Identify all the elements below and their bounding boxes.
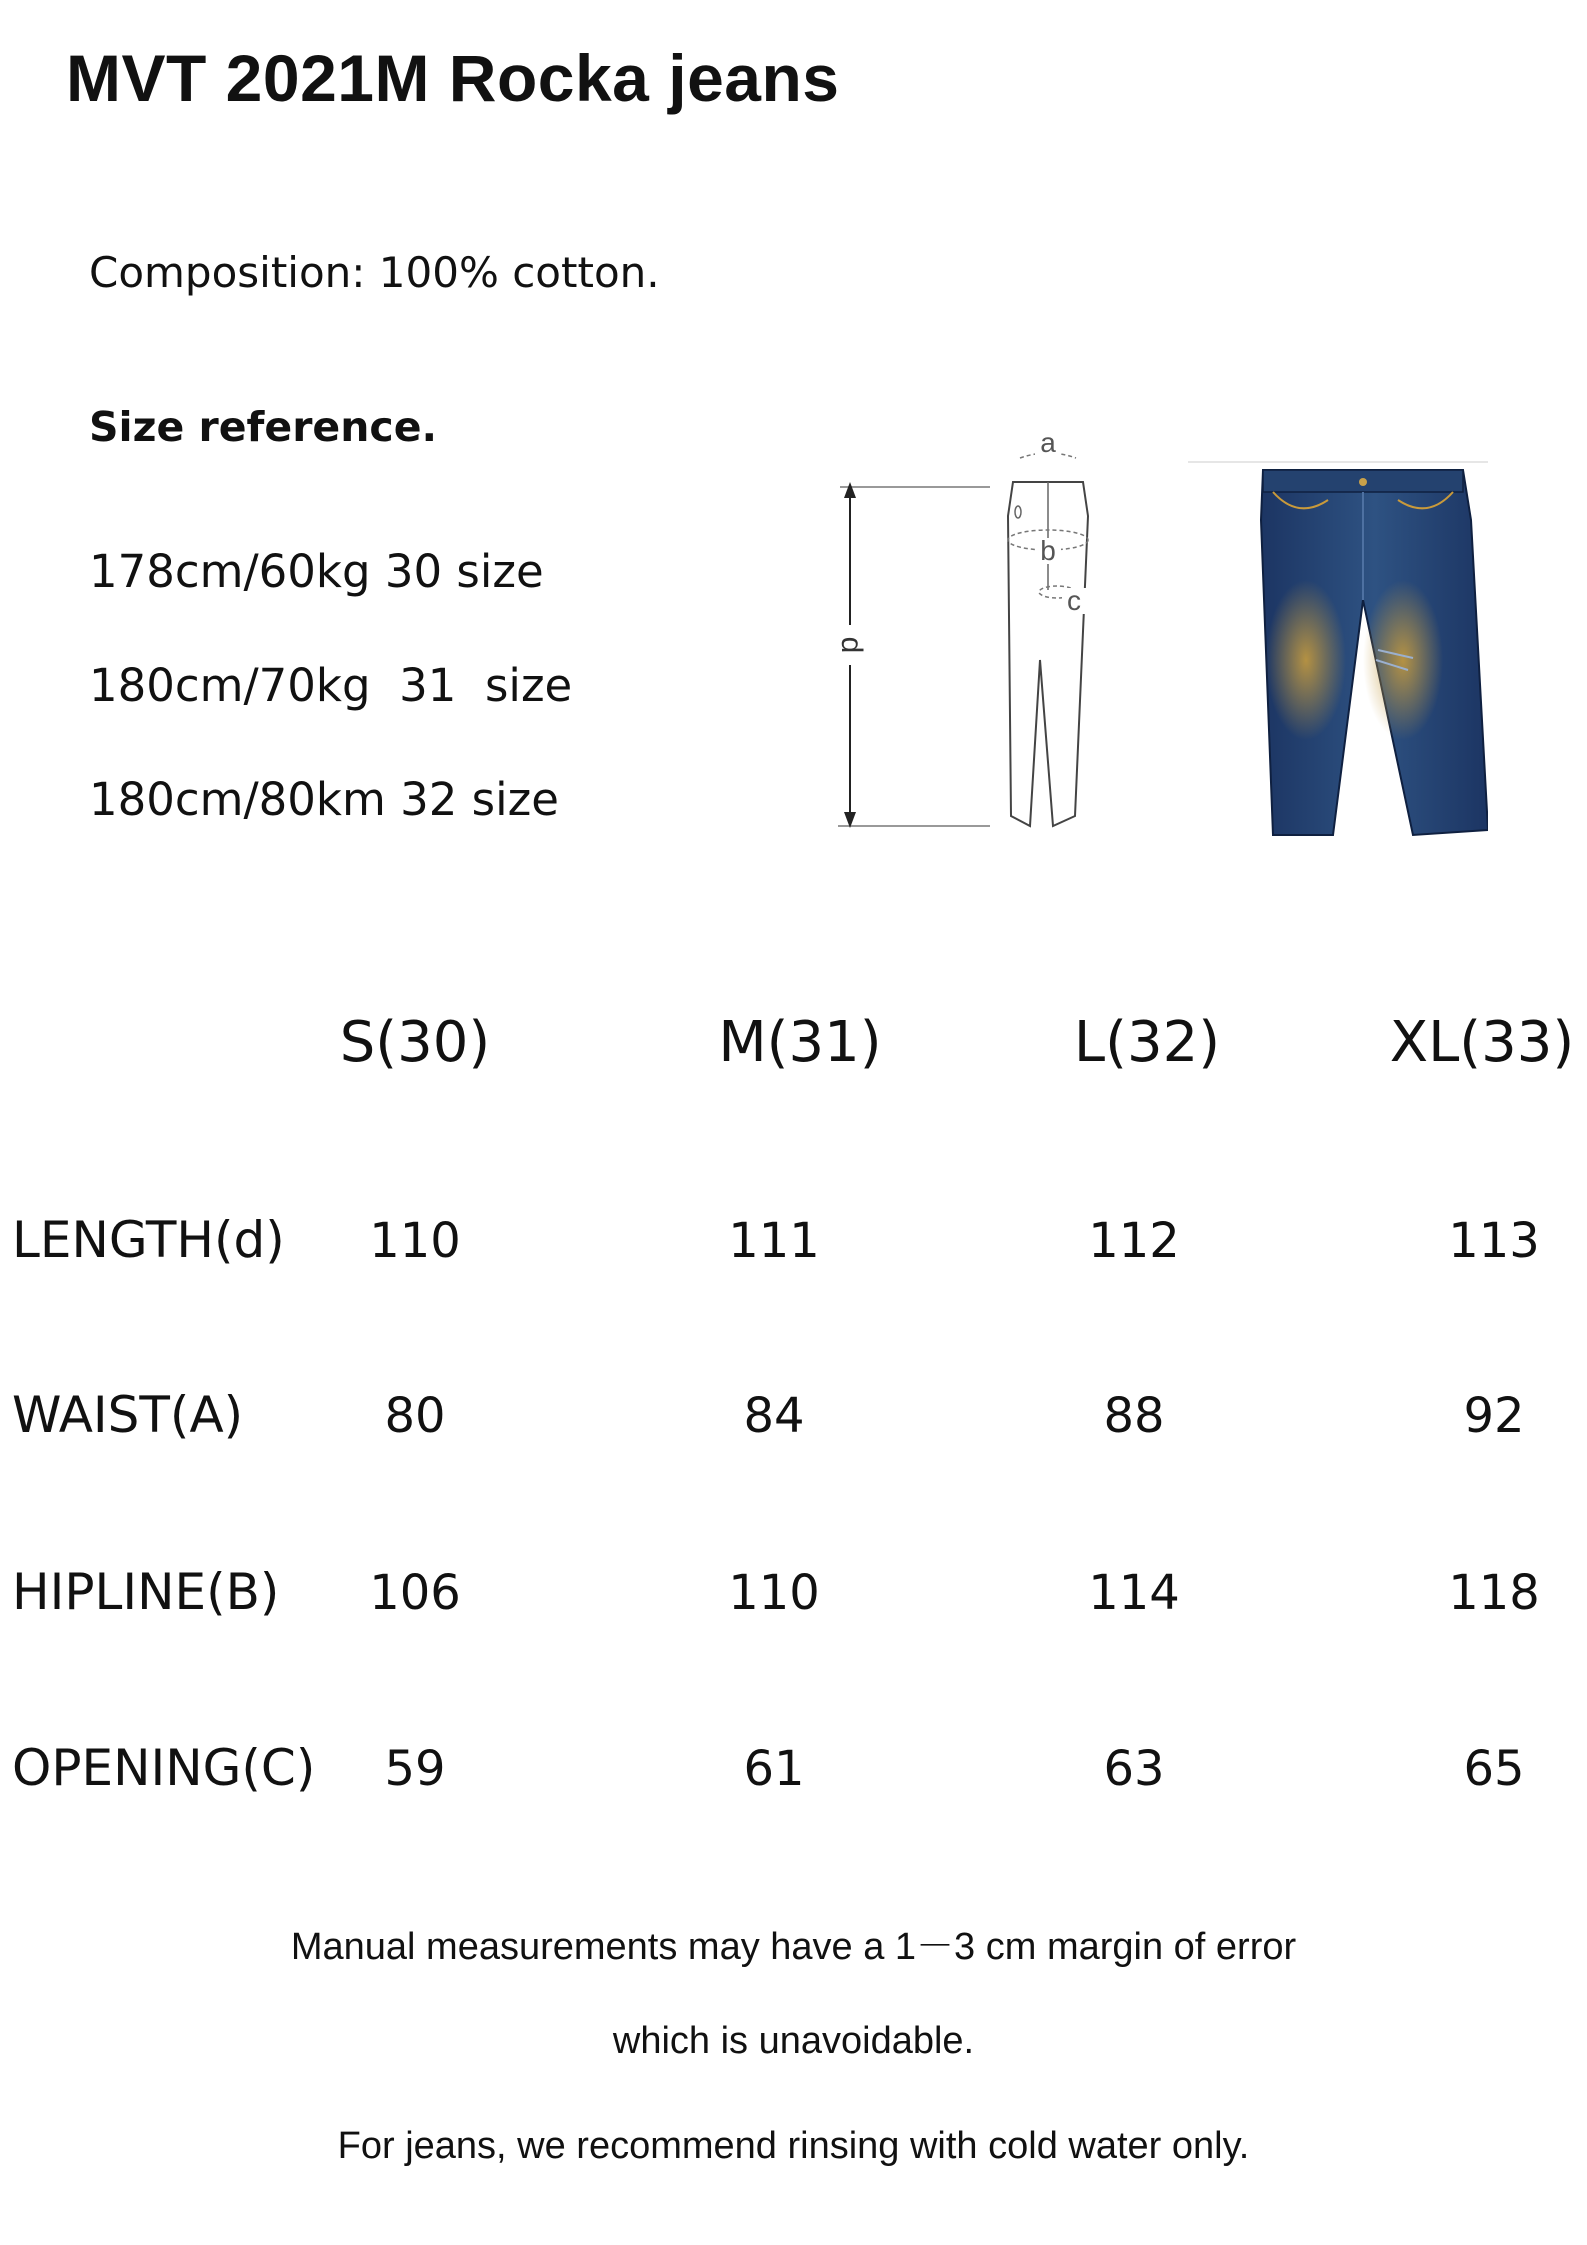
row-label-hipline: HIPLINE(B): [12, 1563, 280, 1621]
table-cell: 88: [1103, 1388, 1165, 1444]
size-reference-line: 180cm/70kg 31 size: [89, 659, 573, 712]
table-cell: 113: [1448, 1213, 1540, 1269]
length-arrow: [838, 482, 862, 828]
composition-text: Composition: 100% cotton.: [89, 248, 660, 297]
table-cell: 110: [728, 1565, 820, 1621]
column-header: L(32): [1073, 1010, 1221, 1075]
label-b: b: [1040, 535, 1056, 566]
table-cell: 106: [369, 1565, 461, 1621]
row-label-waist: WAIST(A): [12, 1386, 244, 1444]
right-knee-fade: [1363, 580, 1443, 740]
row-label-opening: OPENING(C): [12, 1739, 316, 1797]
table-cell: 63: [1103, 1741, 1165, 1797]
button: [1359, 478, 1367, 486]
jeans-product-image: [1188, 460, 1488, 840]
note-line: which is unavoidable.: [612, 2020, 975, 2062]
table-cell: 92: [1463, 1388, 1525, 1444]
size-reference-heading: Size reference.: [89, 403, 438, 451]
table-cell: 84: [743, 1388, 805, 1444]
column-header: M(31): [718, 1010, 882, 1075]
column-header: XL(33): [1389, 1010, 1575, 1075]
label-a: a: [1040, 427, 1056, 458]
note-line: Manual measurements may have a 1－3 cm margin of error: [290, 1926, 1297, 1968]
table-cell: 118: [1448, 1565, 1540, 1621]
label-c: c: [1067, 585, 1081, 616]
table-cell: 114: [1088, 1565, 1180, 1621]
table-cell: 65: [1463, 1741, 1525, 1797]
label-d: d: [835, 636, 869, 654]
page-title: MVT 2021M Rocka jeans: [66, 41, 840, 115]
column-header: S(30): [339, 1010, 491, 1075]
row-label-length: LENGTH(d): [12, 1211, 285, 1269]
table-cell: 59: [384, 1741, 446, 1797]
left-knee-fade: [1266, 580, 1346, 740]
table-cell: 111: [728, 1213, 820, 1269]
table-cell: 110: [369, 1213, 461, 1269]
size-reference-line: 178cm/60kg 30 size: [89, 545, 544, 598]
table-cell: 61: [743, 1741, 805, 1797]
measurement-diagram: [830, 420, 1160, 840]
size-reference-line: 180cm/80km 32 size: [89, 773, 559, 826]
table-cell: 112: [1088, 1213, 1180, 1269]
table-cell: 80: [384, 1388, 446, 1444]
note-line: For jeans, we recommend rinsing with cold water only.: [337, 2125, 1250, 2167]
